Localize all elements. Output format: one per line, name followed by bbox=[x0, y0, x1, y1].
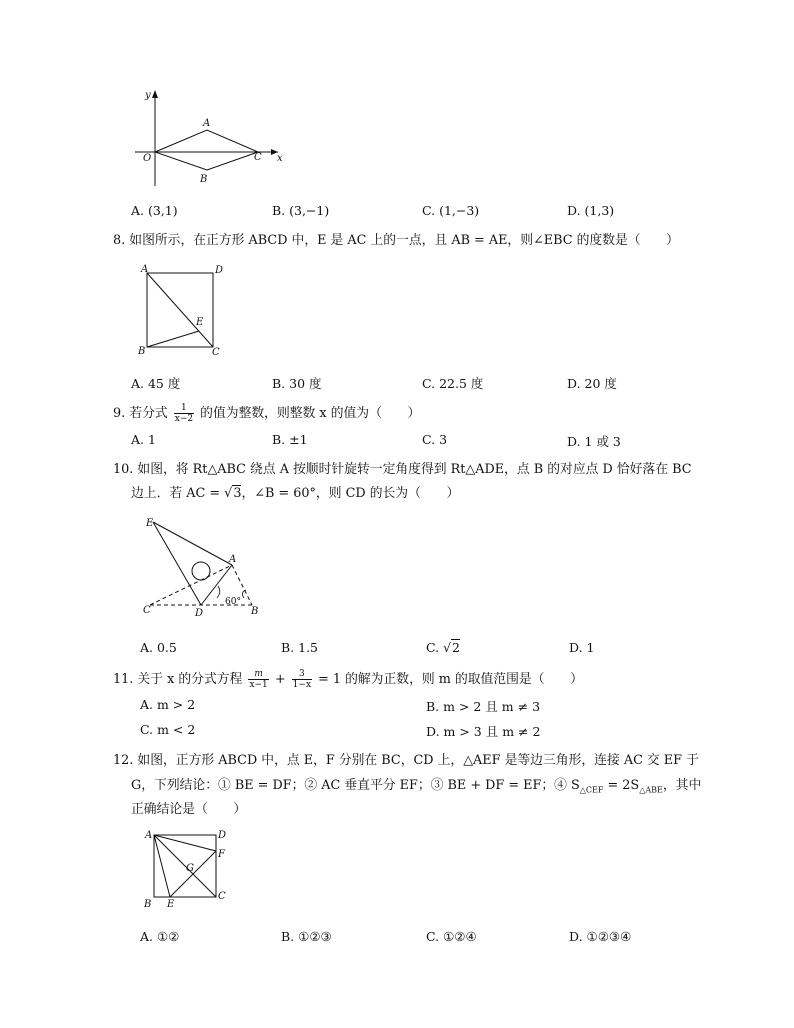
q8-option-c[interactable]: C. 22.5 度 bbox=[422, 376, 484, 391]
q8-point-d-label: D bbox=[215, 265, 224, 276]
q11-option-a[interactable]: A. m > 2 bbox=[140, 697, 196, 712]
q11-stem-post: = 1 的解为正数，则 m 的取值范围是（ ） bbox=[318, 672, 583, 687]
q10-stem-line2: 边上．若 AC = √3，∠B = 60°，则 CD 的长为（ ） bbox=[131, 486, 460, 501]
q9-fraction bbox=[174, 403, 194, 424]
q11-stem bbox=[113, 668, 583, 690]
q8-option-b[interactable]: B. 30 度 bbox=[272, 376, 322, 391]
rhombus-figure bbox=[130, 86, 290, 190]
q12-point-a-label: A bbox=[145, 830, 153, 841]
q12-sub-cef: △CEF bbox=[579, 785, 604, 795]
q10-point-a-label: A bbox=[229, 554, 237, 565]
q11-f2-den: 1−x bbox=[292, 680, 312, 690]
q12-option-a[interactable]: A. ①② bbox=[140, 929, 180, 944]
q10-point-e-label: E bbox=[146, 518, 154, 529]
q9-stem-pre: 9. 若分式 bbox=[113, 406, 168, 421]
q10-angle-label: 60° bbox=[225, 597, 241, 607]
q10-option-a[interactable]: A. 0.5 bbox=[140, 640, 177, 655]
q8-option-a[interactable]: A. 45 度 bbox=[131, 376, 181, 391]
q10-option-b[interactable]: B. 1.5 bbox=[281, 640, 319, 655]
q8-point-e-label: E bbox=[196, 317, 204, 328]
q11-f1-den: x−1 bbox=[249, 680, 268, 690]
q12-point-c-label: C bbox=[218, 891, 226, 902]
q9-option-c[interactable]: C. 3 bbox=[422, 432, 448, 447]
q8-point-b-label: B bbox=[138, 346, 146, 357]
q8-point-a-label: A bbox=[141, 264, 149, 275]
q10-line2-pre: 边上．若 AC = bbox=[131, 486, 225, 501]
q11-fraction-2 bbox=[292, 669, 312, 690]
q12-point-g-label: G bbox=[186, 863, 194, 874]
q12-stem-line1: 12. 如图，正方形 ABCD 中，点 E，F 分别在 BC，CD 上，△AEF 是等边三角形，连接 AC 交 EF 于 bbox=[113, 753, 699, 768]
q10-rotation-figure bbox=[140, 512, 270, 620]
q10-line2-post: ，∠B = 60°，则 CD 的长为（ ） bbox=[241, 486, 460, 501]
q9-option-b[interactable]: B. ±1 bbox=[272, 432, 308, 447]
q10-sqrt-value: 3 bbox=[233, 486, 242, 501]
q9-option-d[interactable]: D. 1 或 3 bbox=[567, 434, 621, 449]
point-a-label: A bbox=[203, 118, 211, 129]
point-b-label: B bbox=[200, 174, 208, 185]
q8-point-c-label: C bbox=[212, 347, 220, 357]
q12-point-f-label: F bbox=[218, 849, 225, 860]
q9-option-a[interactable]: A. 1 bbox=[131, 432, 156, 447]
q12-option-b[interactable]: B. ①②③ bbox=[281, 929, 332, 944]
q12-point-e-label: E bbox=[167, 899, 175, 910]
point-c-label: C bbox=[254, 152, 262, 163]
q12-sub-abe: △ABE bbox=[639, 785, 663, 795]
q10-option-c-root: 2 bbox=[452, 640, 460, 655]
q12-line2-mid: = 2S bbox=[603, 778, 640, 793]
q9-stem bbox=[113, 402, 420, 424]
q9-stem-post: 的值为整数，则整数 x 的值为（ ） bbox=[200, 406, 421, 421]
q11-option-b[interactable]: B. m > 2 且 m ≠ 3 bbox=[426, 699, 541, 714]
q10-option-c-prefix: C. bbox=[426, 640, 444, 655]
q11-option-c[interactable]: C. m < 2 bbox=[140, 722, 196, 737]
q12-line2-post: ，其中 bbox=[662, 778, 702, 793]
point-o-label: O bbox=[143, 153, 152, 164]
q12-point-b-label: B bbox=[144, 899, 152, 910]
q10-option-c[interactable]: C. √2 bbox=[426, 640, 460, 655]
q7-option-c[interactable]: C. (1,−3) bbox=[422, 203, 480, 218]
q12-square-figure bbox=[140, 826, 235, 911]
q12-option-c[interactable]: C. ①②④ bbox=[426, 929, 477, 944]
y-axis-label: y bbox=[145, 90, 151, 101]
q7-option-b[interactable]: B. (3,−1) bbox=[272, 203, 330, 218]
q12-line2-pre: G，下列结论：① BE = DF；② AC 垂直平分 EF；③ BE + DF = EF；④ S bbox=[131, 778, 580, 793]
q11-f2-num: 3 bbox=[292, 669, 312, 680]
q12-stem-line2 bbox=[131, 774, 701, 795]
q11-fraction-1 bbox=[248, 669, 268, 690]
q7-option-d[interactable]: D. (1,3) bbox=[567, 203, 615, 218]
q12-option-d[interactable]: D. ①②③④ bbox=[569, 929, 632, 944]
q11-option-d[interactable]: D. m > 3 且 m ≠ 2 bbox=[426, 724, 541, 739]
q11-stem-pre: 11. 关于 x 的分式方程 bbox=[113, 672, 243, 687]
q10-stem-line1: 10. 如图，将 Rt△ABC 绕点 A 按顺时针旋转一定角度得到 Rt△ADE，点 B 的对应点 D 恰好落在 BC bbox=[113, 462, 692, 477]
q10-point-b-label: B bbox=[251, 606, 259, 617]
q12-point-d-label: D bbox=[218, 830, 227, 841]
q10-option-d[interactable]: D. 1 bbox=[569, 640, 595, 655]
q10-point-d-label: D bbox=[195, 608, 204, 619]
x-axis-label: x bbox=[277, 153, 283, 164]
q8-square-figure bbox=[135, 262, 230, 357]
q11-plus: + bbox=[274, 672, 286, 687]
q9-frac-num: 1 bbox=[174, 403, 194, 414]
q9-frac-den: x−2 bbox=[174, 414, 194, 424]
q12-stem-line3: 正确结论是（ ） bbox=[131, 802, 247, 817]
q11-f1-num: m bbox=[248, 669, 268, 680]
q8-option-d[interactable]: D. 20 度 bbox=[567, 376, 617, 391]
q10-point-c-label: C bbox=[143, 605, 151, 616]
q7-option-a[interactable]: A. (3,1) bbox=[131, 203, 178, 218]
q8-stem: 8. 如图所示，在正方形 ABCD 中，E 是 AC 上的一点，且 AB = AE，则∠EBC 的度数是（ ） bbox=[113, 233, 679, 248]
